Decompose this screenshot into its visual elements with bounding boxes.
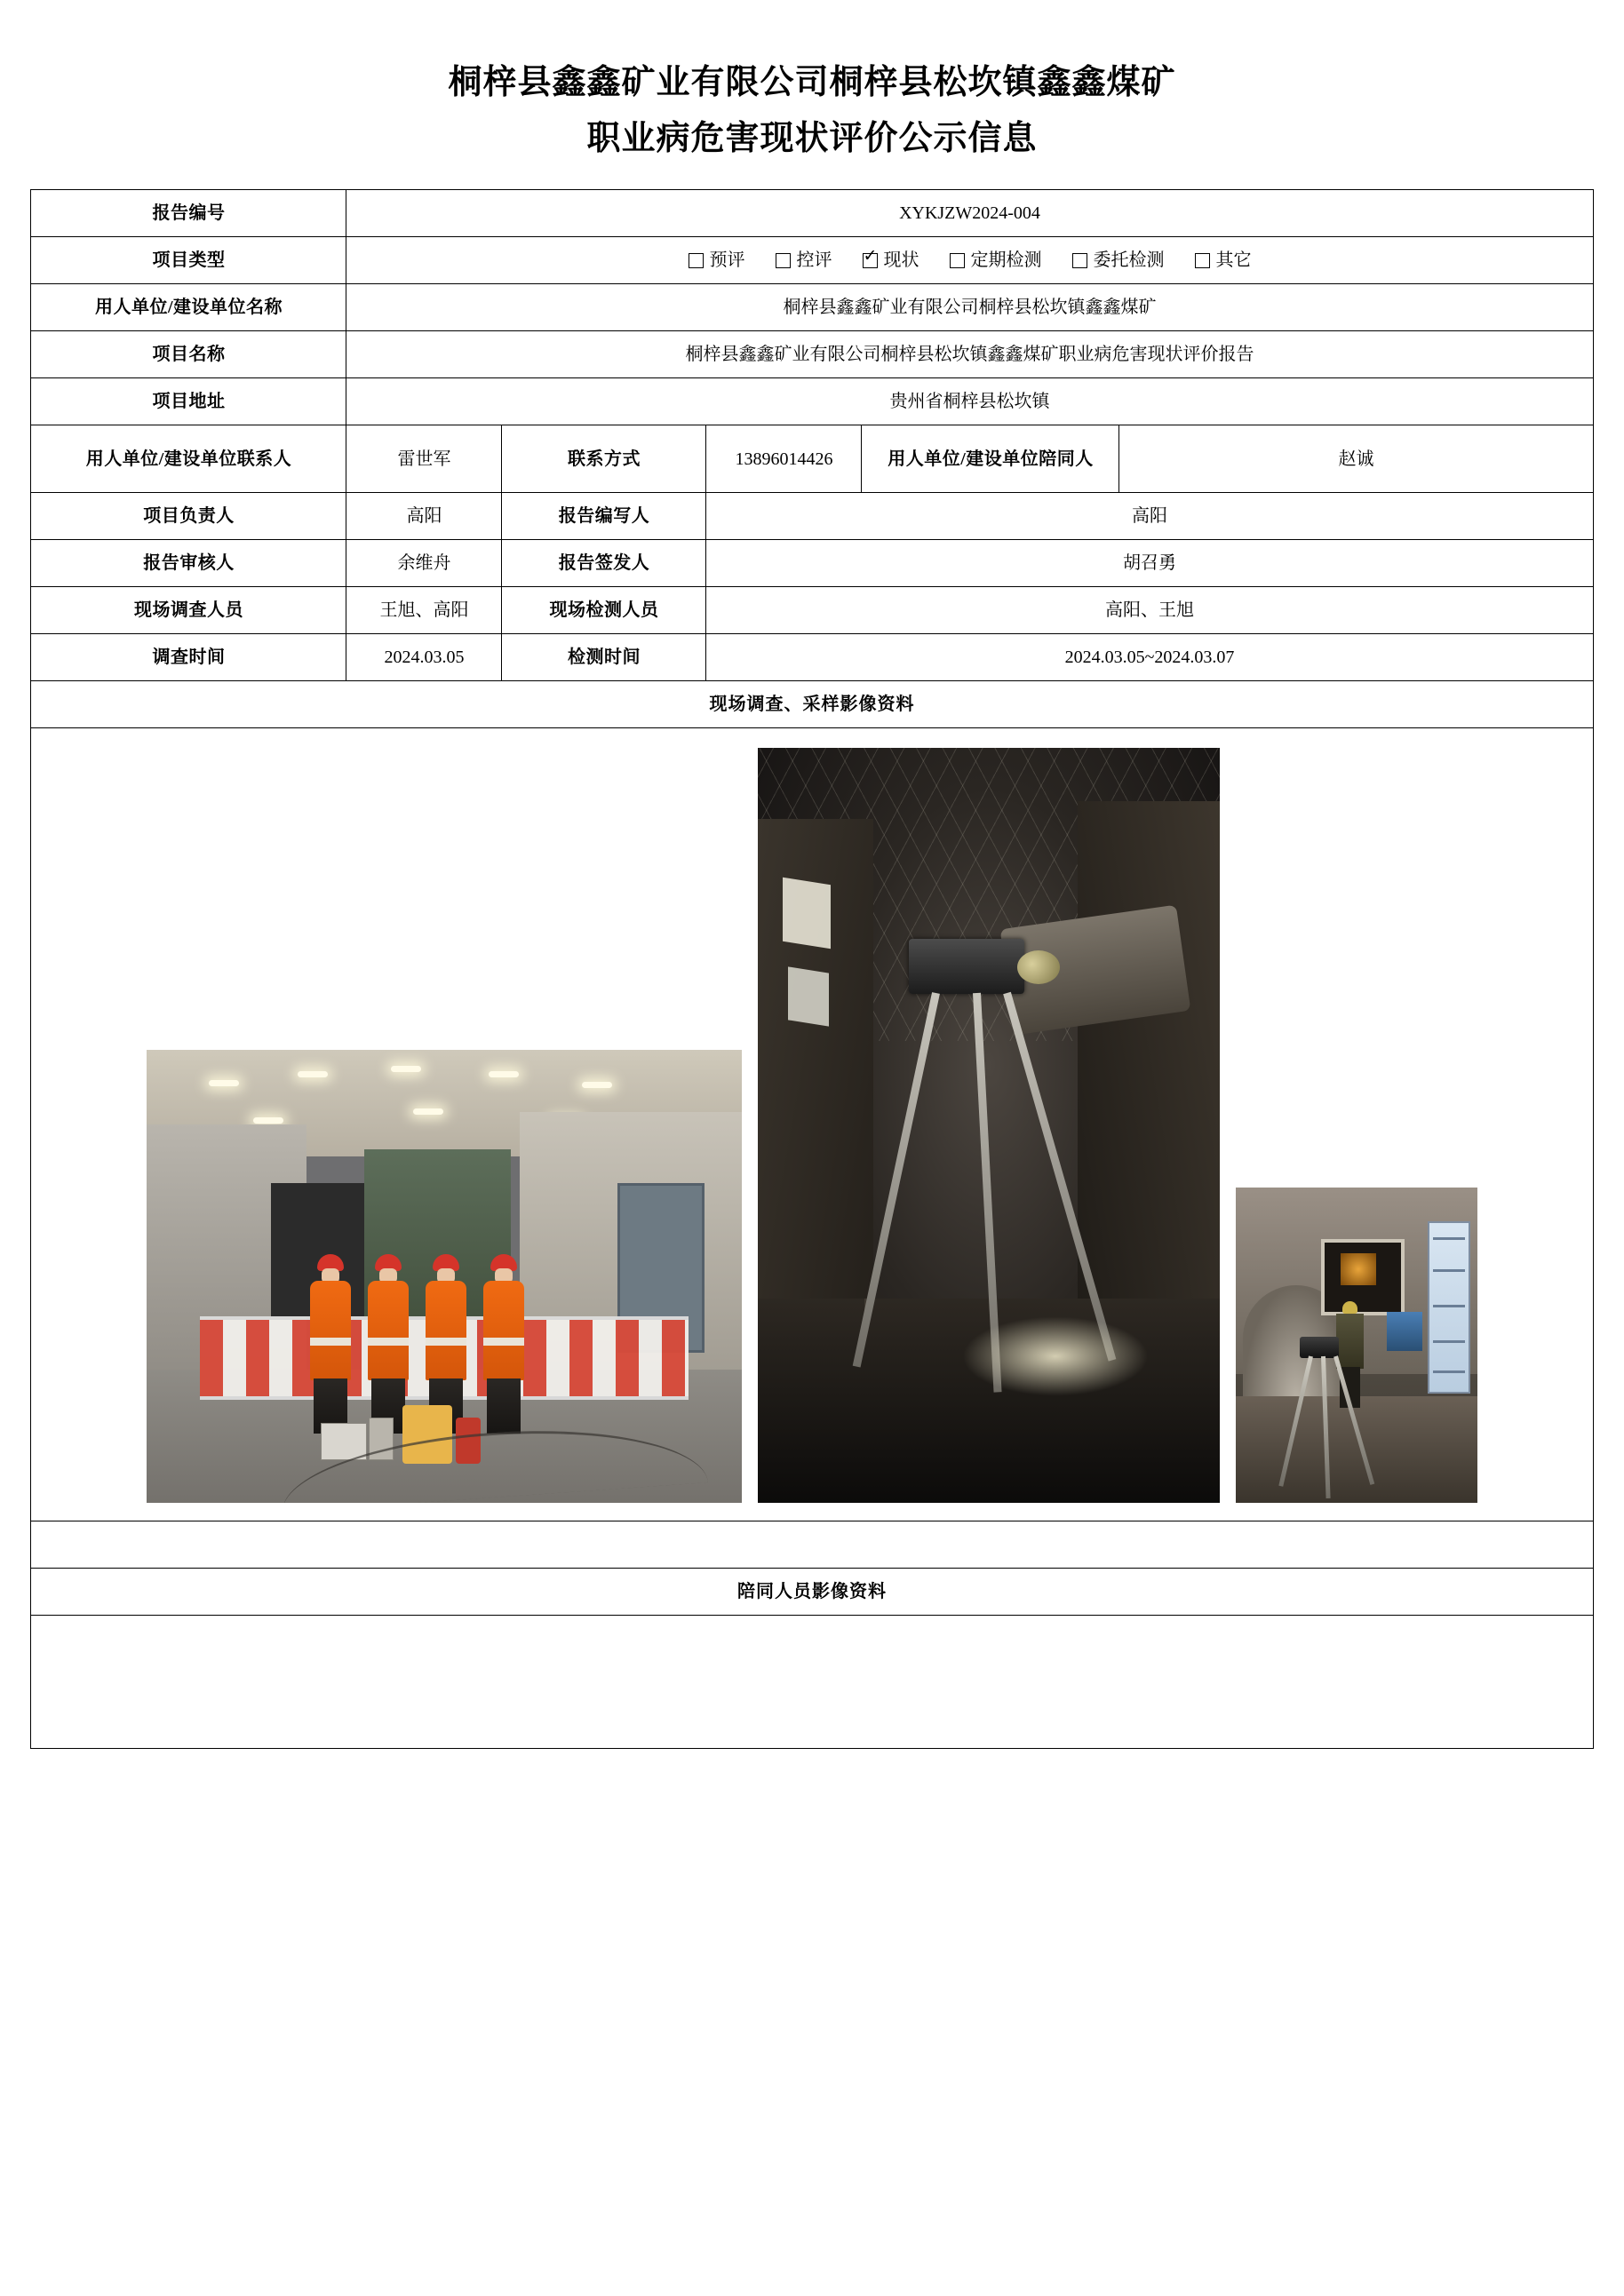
table-row bbox=[31, 634, 1593, 681]
project-type-options bbox=[346, 237, 1593, 284]
site-investigators-label: 现场调查人员 bbox=[31, 587, 346, 634]
table-row bbox=[31, 493, 1593, 540]
investigation-date-label: 调查时间 bbox=[31, 634, 346, 681]
checkbox-option-periodic[interactable] bbox=[950, 248, 1042, 273]
employer-name-label: 用人单位/建设单位名称 bbox=[31, 284, 346, 331]
worker bbox=[480, 1254, 528, 1432]
photos-section-title: 现场调查、采样影像资料 bbox=[31, 681, 1593, 728]
table-row bbox=[31, 1616, 1593, 1749]
table-row-photos bbox=[31, 728, 1593, 1521]
ceiling-lamp bbox=[489, 1071, 519, 1077]
report-issuer-label: 报告签发人 bbox=[502, 540, 706, 587]
table-row bbox=[31, 378, 1593, 425]
report-writer-value: 高阳 bbox=[706, 493, 1593, 540]
checkbox-option-entrusted[interactable] bbox=[1072, 248, 1165, 273]
project-address-value: 贵州省桐梓县松坎镇 bbox=[346, 378, 1593, 425]
checkbox-label: 其它 bbox=[1215, 250, 1252, 271]
table-row bbox=[31, 425, 1593, 493]
project-leader-value: 高阳 bbox=[346, 493, 502, 540]
checkbox-icon[interactable] bbox=[1072, 253, 1087, 268]
table-row bbox=[31, 237, 1593, 284]
checkbox-label: 预评 bbox=[709, 250, 745, 271]
checkbox-icon[interactable] bbox=[950, 253, 965, 268]
testing-date-label: 检测时间 bbox=[502, 634, 706, 681]
report-reviewer-value: 余维舟 bbox=[346, 540, 502, 587]
project-leader-label: 项目负责人 bbox=[31, 493, 346, 540]
table-row bbox=[31, 681, 1593, 728]
public-info-table bbox=[30, 189, 1593, 1749]
site-group-photo bbox=[147, 1050, 742, 1503]
site-testers-value: 高阳、王旭 bbox=[706, 587, 1593, 634]
underground-sampling-photo bbox=[758, 748, 1220, 1503]
photos-container bbox=[31, 728, 1593, 1521]
site-testers-label: 现场检测人员 bbox=[502, 587, 706, 634]
report-reviewer-label: 报告审核人 bbox=[31, 540, 346, 587]
project-name-label: 项目名称 bbox=[31, 331, 346, 378]
report-issuer-value: 胡召勇 bbox=[706, 540, 1593, 587]
photos-spacer-cell bbox=[31, 1521, 1593, 1569]
investigation-date-value: 2024.03.05 bbox=[346, 634, 502, 681]
ceiling-lamp bbox=[582, 1082, 612, 1088]
tunnel-entrance-photo bbox=[1236, 1188, 1477, 1503]
contact-phone-value: 13896014426 bbox=[706, 425, 862, 493]
table-row bbox=[31, 284, 1593, 331]
wall-sign bbox=[783, 878, 831, 949]
checkbox-label: 现状 bbox=[883, 250, 919, 271]
notice-boards bbox=[1428, 1221, 1470, 1394]
checkbox-icon[interactable] bbox=[776, 253, 791, 268]
escort-person-label: 用人单位/建设单位陪同人 bbox=[862, 425, 1119, 493]
escort-photos-container bbox=[31, 1616, 1593, 1749]
table-row bbox=[31, 1521, 1593, 1569]
contact-phone-label: 联系方式 bbox=[502, 425, 706, 493]
table-row bbox=[31, 1569, 1593, 1616]
sampling-instrument bbox=[1300, 1337, 1339, 1358]
ceiling-lamp bbox=[209, 1080, 239, 1086]
wall-sign bbox=[788, 967, 829, 1027]
table-row bbox=[31, 540, 1593, 587]
checkbox-label: 控评 bbox=[796, 250, 832, 271]
project-type-label: 项目类型 bbox=[31, 237, 346, 284]
ceiling-lamp bbox=[413, 1108, 443, 1115]
lamp-glow bbox=[962, 1316, 1149, 1396]
title-line-2: 职业病危害现状评价公示信息 bbox=[586, 119, 1038, 157]
testing-date-value: 2024.03.05~2024.03.07 bbox=[706, 634, 1593, 681]
table-row bbox=[31, 587, 1593, 634]
table-row bbox=[31, 331, 1593, 378]
checkbox-label: 定期检测 bbox=[970, 250, 1042, 271]
report-no-value: XYKJZW2024-004 bbox=[346, 190, 1593, 237]
orange-lamp bbox=[1341, 1253, 1376, 1285]
report-no-label: 报告编号 bbox=[31, 190, 346, 237]
project-name-value: 桐梓县鑫鑫矿业有限公司桐梓县松坎镇鑫鑫煤矿职业病危害现状评价报告 bbox=[346, 331, 1593, 378]
checkbox-checked-icon[interactable] bbox=[863, 253, 878, 268]
ceiling-lamp bbox=[298, 1071, 328, 1077]
checkbox-option-other[interactable] bbox=[1195, 248, 1252, 273]
checkbox-icon[interactable] bbox=[1195, 253, 1210, 268]
floor bbox=[1236, 1396, 1477, 1503]
control-panel bbox=[1387, 1312, 1422, 1351]
table-row bbox=[31, 190, 1593, 237]
escort-photos-section-title: 陪同人员影像资料 bbox=[31, 1569, 1593, 1616]
sampling-instrument bbox=[909, 939, 1024, 994]
checkbox-icon[interactable] bbox=[689, 253, 704, 268]
site-investigators-value: 王旭、高阳 bbox=[346, 587, 502, 634]
title-line-1: 桐梓县鑫鑫矿业有限公司桐梓县松坎镇鑫鑫煤矿 bbox=[448, 64, 1176, 101]
escort-person-value: 赵诚 bbox=[1119, 425, 1593, 493]
checkbox-option-control[interactable] bbox=[776, 248, 832, 273]
project-address-label: 项目地址 bbox=[31, 378, 346, 425]
report-writer-label: 报告编写人 bbox=[502, 493, 706, 540]
contact-person-value: 雷世军 bbox=[346, 425, 502, 493]
ceiling-lamp bbox=[253, 1117, 283, 1124]
page-title bbox=[27, 36, 1597, 166]
contact-person-label: 用人单位/建设单位联系人 bbox=[31, 425, 346, 493]
worker bbox=[306, 1254, 354, 1432]
ceiling-lamp bbox=[391, 1066, 421, 1072]
checkbox-option-preassessment[interactable] bbox=[689, 248, 745, 273]
checkbox-label: 委托检测 bbox=[1093, 250, 1165, 271]
employer-name-value: 桐梓县鑫鑫矿业有限公司桐梓县松坎镇鑫鑫煤矿 bbox=[346, 284, 1593, 331]
checkbox-option-status[interactable] bbox=[863, 248, 919, 273]
